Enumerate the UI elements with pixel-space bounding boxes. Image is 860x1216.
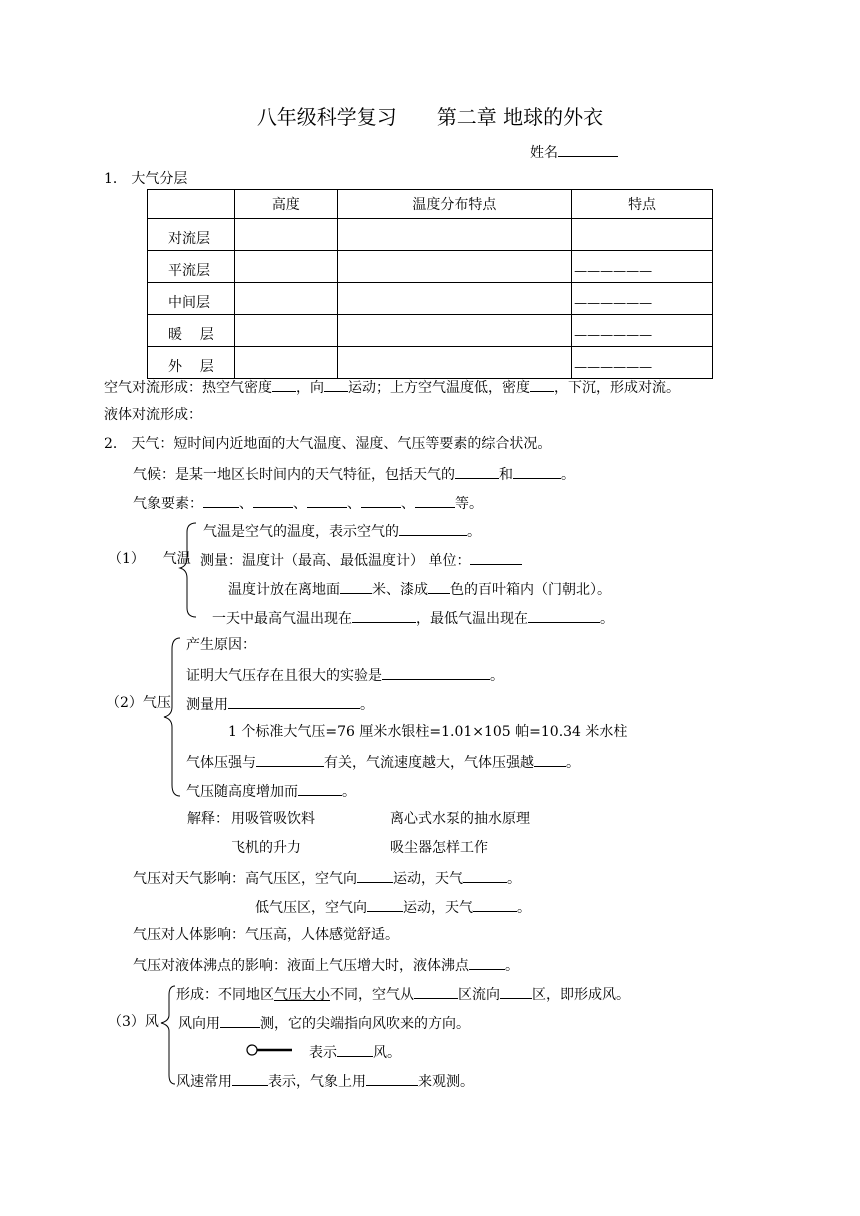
temp-line-4 [212,609,614,627]
column-header: 高度 [234,190,337,219]
pressure-line-3 [186,695,374,713]
text: 有关，气流速度越大，气体压强越 [324,755,534,771]
text: 等。 [455,496,483,512]
text: 风向用 [178,1016,220,1032]
temperature-cell[interactable] [337,347,571,379]
layer-name: 平流层 [148,251,235,283]
text: 来观测。 [418,1074,474,1090]
height-cell[interactable] [234,347,337,379]
layer-name: 中间层 [148,283,235,315]
text: 不同，空气从 [330,987,414,1003]
blank[interactable] [337,1043,373,1057]
blank[interactable] [357,869,393,883]
text: 测量用 [186,697,228,713]
blank[interactable] [298,782,342,796]
height-cell[interactable] [234,315,337,347]
blank[interactable] [528,609,600,623]
text: 。 [566,755,580,771]
wind-label: （3）风 [108,1014,159,1030]
layer-name: 对流层 [148,219,235,251]
text: 。 [517,900,531,916]
text: 气候：是某一地区长时间内的天气特征，包括天气的 [133,467,455,483]
blank[interactable] [352,609,416,623]
pressure-label: （2）气压 [106,695,171,711]
text: 、 [347,496,361,512]
column-header: 特点 [572,190,713,219]
pressure-weather-high [133,869,521,887]
blank[interactable] [307,494,347,508]
feature-cell[interactable]: —————— [572,283,713,315]
text: 。 [505,958,519,974]
pressure-body: 气压对人体影响：气压高，人体感觉舒适。 [133,927,399,943]
layer-name: 外 层 [148,347,235,379]
temperature-cell[interactable] [337,251,571,283]
blank[interactable] [361,494,401,508]
temp-line-2 [200,551,522,569]
text: ，最低气温出现在 [416,611,528,627]
blank[interactable] [534,753,566,767]
wind-line-2 [178,1014,470,1032]
text: 、 [293,496,307,512]
text: 证明大气压存在且很大的实验是 [186,668,382,684]
text: 色的百叶箱内（门朝北）。 [450,582,611,598]
brace-icon [160,637,182,797]
table-header-row [148,190,713,219]
text: 运动；上方空气温度低，密度 [348,380,530,396]
layer-name: 暖 层 [148,315,235,347]
column-header [148,190,235,219]
blank[interactable] [473,898,517,912]
text: 米、漆成 [372,582,428,598]
table-row [148,315,713,347]
temperature-label: （1） 气温 [108,551,191,567]
text: 气压对天气影响：高气压区，空气向 [133,871,357,887]
pressure-boiling [133,956,519,974]
temp-line-3 [228,580,611,598]
pressure-line-6 [186,782,356,800]
blank[interactable] [220,1014,260,1028]
text: 空气对流形成：热空气密度 [104,380,272,396]
text: 气压随高度增加而 [186,784,298,800]
text: 风速常用 [176,1074,232,1090]
table-row [148,251,713,283]
blank[interactable] [470,551,522,565]
blank[interactable] [513,465,561,479]
blank[interactable] [500,985,532,999]
text: 气温是空气的温度，表示空气的 [203,524,399,540]
text: 一天中最高气温出现在 [212,611,352,627]
brace-icon [155,985,177,1085]
feature-cell[interactable]: —————— [572,315,713,347]
text: 气体压强与 [186,755,256,771]
table-row [148,219,713,251]
brace-icon [178,522,198,618]
blank[interactable] [203,494,239,508]
text: 形成：不同地区 [176,987,274,1003]
wind-line-3 [309,1043,401,1061]
height-cell[interactable] [234,251,337,283]
name-blank[interactable] [558,143,618,157]
explain-item: 用吸管吸饮料 [231,811,315,827]
text: 表示 [309,1045,337,1061]
underlined-text: 气压大小 [274,987,330,1003]
table-row [148,283,713,315]
text: 、 [239,496,253,512]
blank[interactable] [228,695,360,709]
explain-label: 解释： [187,811,229,827]
text: 运动，天气 [393,871,463,887]
blank[interactable] [324,378,348,392]
text: 温度计放在离地面 [228,582,340,598]
text: 低气压区，空气向 [255,900,367,916]
text: 和 [499,467,513,483]
text: 风。 [373,1045,401,1061]
explain-item: 吸尘器怎样工作 [390,840,488,856]
pressure-line-1: 产生原因： [186,637,256,653]
blank[interactable] [232,1072,268,1086]
text: 气压对液体沸点的影响：液面上气压增大时，液体沸点 [133,958,469,974]
section1-heading: 1． 大气分层 [104,171,188,187]
text: 测量：温度计（最高、最低温度计） 单位： [200,553,471,569]
blank[interactable] [256,753,324,767]
blank[interactable] [415,494,455,508]
blank[interactable] [340,580,372,594]
text: 。 [467,524,481,540]
text: ，下沉，形成对流。 [554,380,680,396]
temperature-cell[interactable] [337,219,571,251]
weather-definition: 2． 天气：短时间内近地面的大气温度、湿度、气压等要素的综合状况。 [104,436,552,452]
text: ，向 [296,380,324,396]
blank[interactable] [455,465,499,479]
blank[interactable] [367,898,403,912]
name-field [530,143,618,161]
height-cell[interactable] [234,219,337,251]
blank[interactable] [469,956,505,970]
atmosphere-layers-table [147,189,713,379]
weather-elements-line [133,494,483,512]
text: 运动，天气 [403,900,473,916]
explain-item: 飞机的升力 [231,840,301,856]
text: 表示，气象上用 [268,1074,366,1090]
text: 。 [342,784,356,800]
blank[interactable] [366,1072,418,1086]
temp-line-1 [203,522,481,540]
explain-item: 离心式水泵的抽水原理 [390,811,530,827]
height-cell[interactable] [234,283,337,315]
title-course: 八年级科学复习 [256,105,397,129]
air-convection-line [104,378,680,396]
pressure-weather-low [255,898,531,916]
wind-line-4 [176,1072,474,1090]
feature-cell[interactable]: —————— [572,251,713,283]
text: 、 [401,496,415,512]
blank[interactable] [463,869,507,883]
blank[interactable] [382,666,490,680]
text: 。 [507,871,521,887]
text: 。 [561,467,575,483]
text: 区，即形成风。 [532,987,630,1003]
pressure-line-2 [186,666,504,684]
text: 区流向 [458,987,500,1003]
table-row [148,347,713,379]
blank[interactable] [414,985,458,999]
text: 。 [600,611,614,627]
blank[interactable] [272,378,296,392]
blank[interactable] [399,522,467,536]
page-title [0,104,860,130]
pressure-line-5 [186,753,580,771]
feature-cell[interactable] [572,219,713,251]
text: 。 [360,697,374,713]
title-chapter: 第二章 地球的外衣 [436,105,604,129]
temperature-cell[interactable] [337,283,571,315]
text: 。 [490,668,504,684]
blank[interactable] [253,494,293,508]
climate-line [133,465,575,483]
temperature-cell[interactable] [337,315,571,347]
blank[interactable] [428,580,450,594]
text: 气象要素： [133,496,203,512]
feature-cell[interactable]: —————— [572,347,713,379]
wind-symbol-icon [244,1044,294,1056]
liquid-convection-line: 液体对流形成： [104,407,202,423]
wind-line-1 [176,985,630,1003]
name-label: 姓名 [530,145,558,161]
column-header: 温度分布特点 [337,190,571,219]
blank[interactable] [530,378,554,392]
text: 测，它的尖端指向风吹来的方向。 [260,1016,470,1032]
pressure-line-4: 1 个标准大气压=76 厘米水银柱=1.01×105 帕=10.34 米水柱 [228,724,628,740]
